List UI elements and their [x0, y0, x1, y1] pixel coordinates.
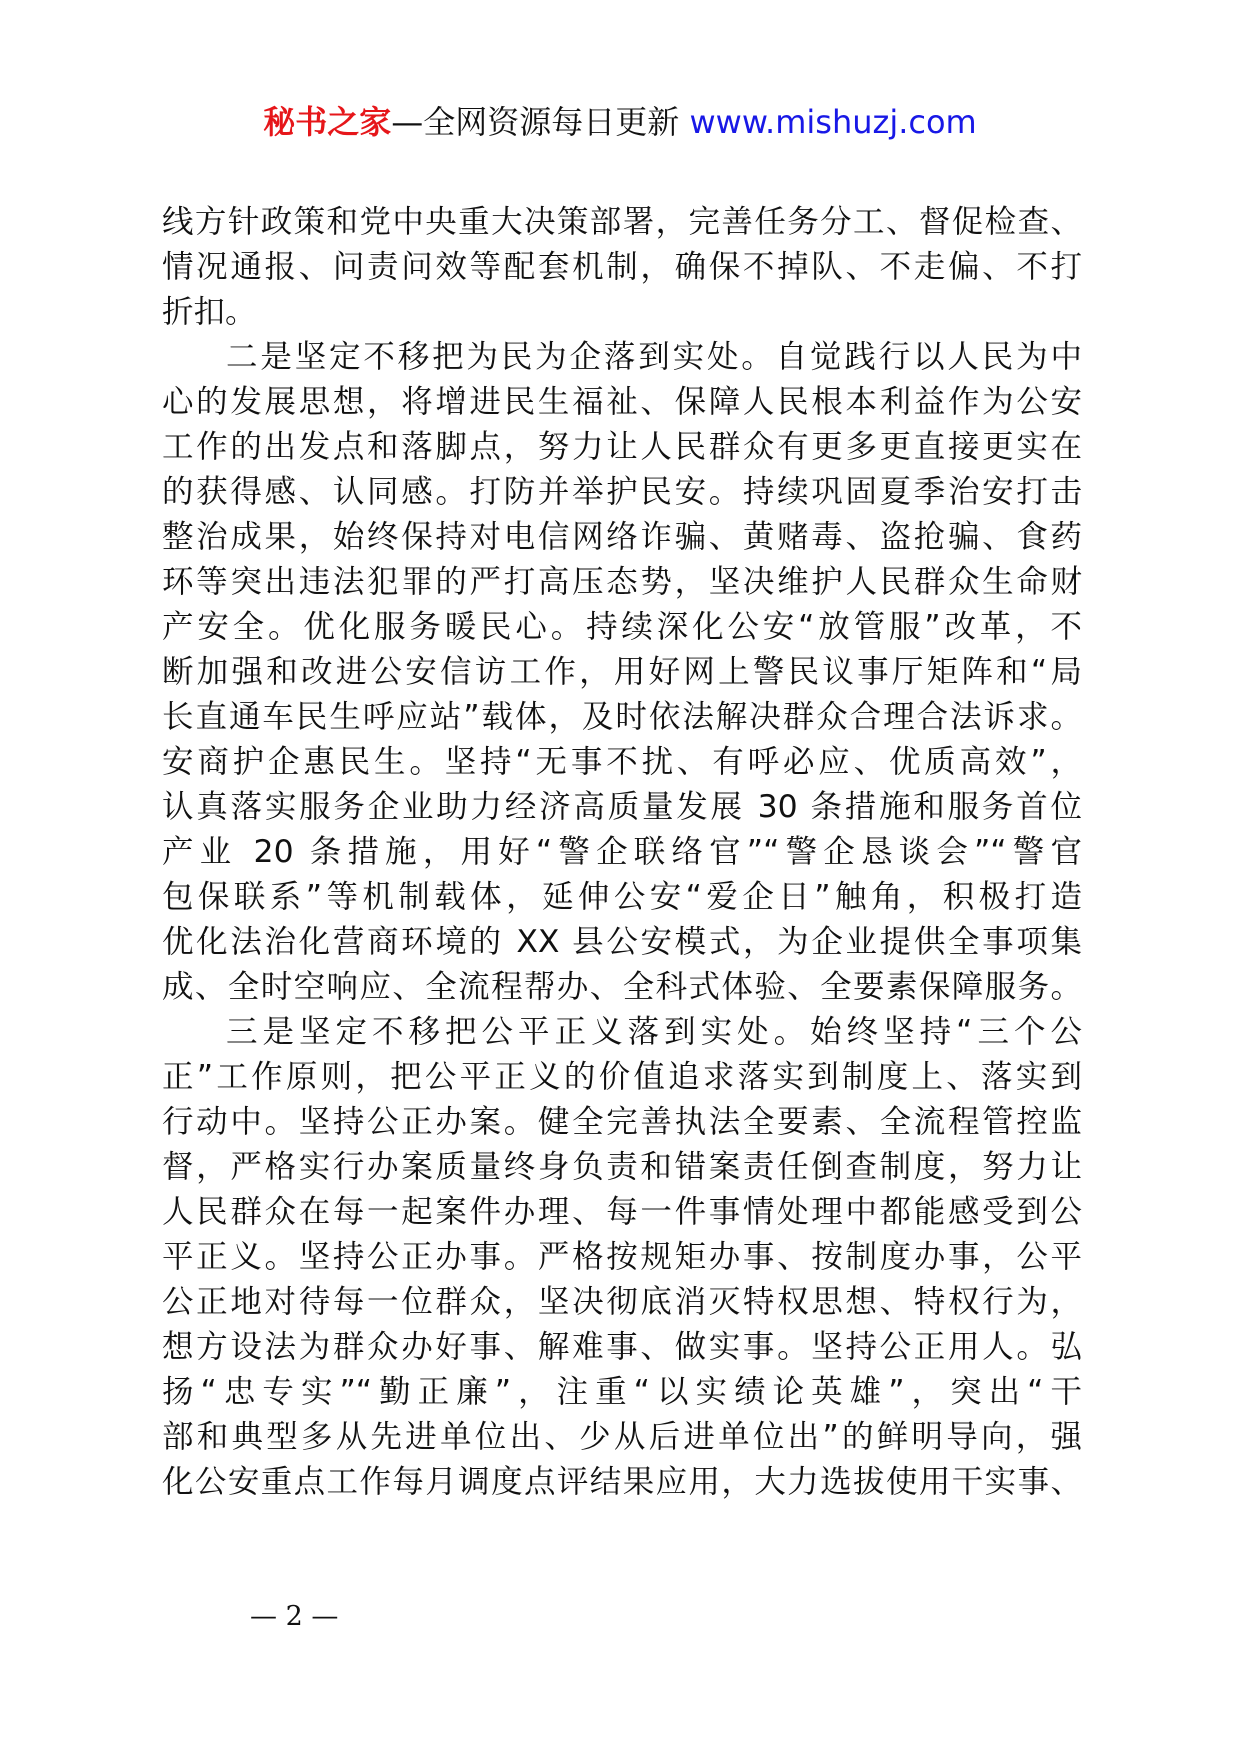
text-line: 长直通车民生呼应站”载体，及时依法解决群众合理合法诉求。 — [162, 699, 1082, 735]
document-body — [162, 200, 1082, 1505]
text-line: 扬“忠专实”“勤正廉”，注重“以实绩论英雄”，突出“干 — [162, 1374, 1082, 1410]
page-number: — 2 — — [250, 1601, 339, 1632]
site-header — [0, 100, 1240, 144]
text-line: 公正地对待每一位群众，坚决彻底消灭特权思想、特权行为， — [162, 1284, 1082, 1320]
text-line: 断加强和改进公安信访工作，用好网上警民议事厅矩阵和“局 — [162, 654, 1082, 690]
text-line: 化公安重点工作每月调度点评结果应用，大力选拔使用干实事、 — [162, 1464, 1082, 1500]
text-line: 平正义。坚持公正办事。严格按规矩办事、按制度办事，公平 — [162, 1239, 1082, 1275]
header-slogan: —全网资源每日更新 — [391, 103, 680, 141]
paragraph-start-line: 二是坚定不移把为民为企落到实处。自觉践行以人民为中 — [226, 339, 1082, 375]
text-line: 成、全时空响应、全流程帮办、全科式体验、全要素保障服务。 — [162, 969, 1082, 1005]
text-line: 正”工作原则，把公平正义的价值追求落实到制度上、落实到 — [162, 1059, 1082, 1095]
site-url-link[interactable]: www.mishuzj.com — [689, 103, 977, 141]
text-line: 行动中。坚持公正办案。健全完善执法全要素、全流程管控监 — [162, 1104, 1082, 1140]
text-line: 认真落实服务企业助力经济高质量发展 30 条措施和服务首位 — [162, 789, 1082, 825]
text-line: 想方设法为群众办好事、解难事、做实事。坚持公正用人。弘 — [162, 1329, 1082, 1365]
text-line: 包保联系”等机制载体，延伸公安“爱企日”触角，积极打造 — [162, 879, 1082, 915]
paragraph-start-line: 三是坚定不移把公平正义落到实处。始终坚持“三个公 — [226, 1014, 1082, 1050]
text-line: 线方针政策和党中央重大决策部署，完善任务分工、督促检查、 — [162, 204, 1082, 240]
text-line: 工作的出发点和落脚点，努力让人民群众有更多更直接更实在 — [162, 429, 1082, 465]
brand-name: 秘书之家 — [263, 103, 392, 141]
text-line: 产安全。优化服务暖民心。持续深化公安“放管服”改革，不 — [162, 609, 1082, 645]
text-line: 产业 20 条措施，用好“警企联络官”“警企恳谈会”“警官 — [162, 834, 1082, 870]
text-line: 安商护企惠民生。坚持“无事不扰、有呼必应、优质高效”， — [162, 744, 1082, 780]
text-line: 优化法治化营商环境的 XX 县公安模式，为企业提供全事项集 — [162, 924, 1082, 960]
text-line: 整治成果，始终保持对电信网络诈骗、黄赌毒、盗抢骗、食药 — [162, 519, 1082, 555]
text-line: 部和典型多从先进单位出、少从后进单位出”的鲜明导向，强 — [162, 1419, 1082, 1455]
text-line: 人民群众在每一起案件办理、每一件事情处理中都能感受到公 — [162, 1194, 1082, 1230]
text-line: 情况通报、问责问效等配套机制，确保不掉队、不走偏、不打 — [162, 249, 1082, 285]
text-line: 折扣。 — [162, 294, 257, 330]
text-line: 督，严格实行办案质量终身负责和错案责任倒查制度，努力让 — [162, 1149, 1082, 1185]
text-line: 心的发展思想，将增进民生福祉、保障人民根本利益作为公安 — [162, 384, 1082, 420]
text-line: 的获得感、认同感。打防并举护民安。持续巩固夏季治安打击 — [162, 474, 1082, 510]
text-line: 环等突出违法犯罪的严打高压态势，坚决维护人民群众生命财 — [162, 564, 1082, 600]
